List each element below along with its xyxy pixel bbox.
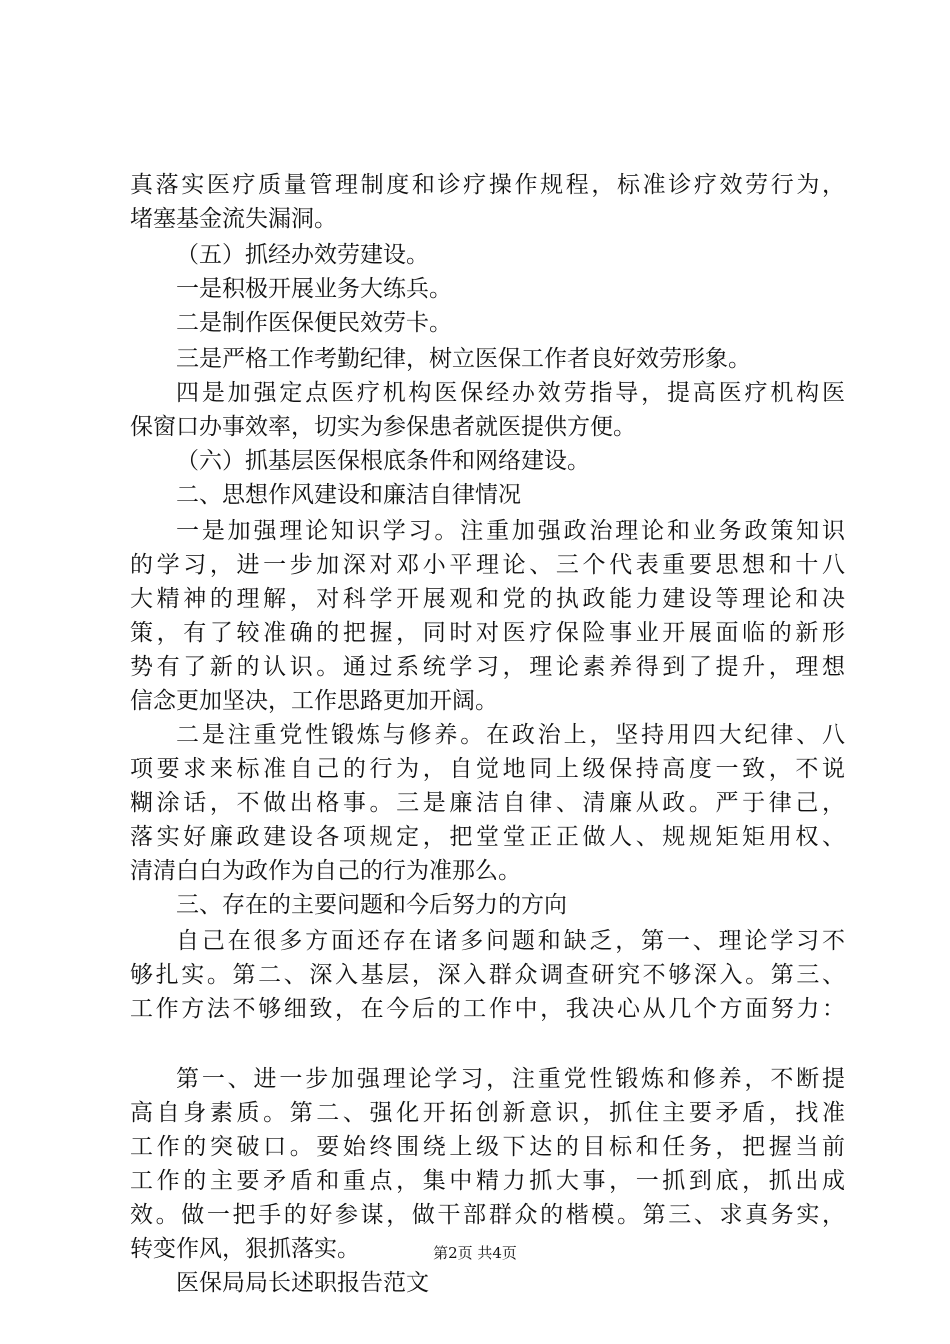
text-line: 高自身素质。第二、强化开拓创新意识，抓住主要矛盾，找准	[130, 1100, 845, 1126]
text-line: 效。做一把手的好参谋，做干部群众的楷模。第三、求真务实，	[130, 1202, 845, 1228]
document-title-line: 医保局局长述职报告范文	[176, 1270, 429, 1296]
section-heading: 二、思想作风建设和廉洁自律情况	[176, 482, 521, 508]
section-heading: （六）抓基层医保根底条件和网络建设。	[176, 448, 590, 474]
text-line: 清清白白为政作为自己的行为准那么。	[130, 858, 521, 884]
page-number-footer: 第2页 共4页	[433, 1244, 517, 1262]
text-line: 项要求来标准自己的行为，自觉地同上级保持高度一致，不说	[130, 756, 845, 782]
text-line: 工作的主要矛盾和重点，集中精力抓大事，一抓到底，抓出成	[130, 1168, 845, 1194]
text-line: 第一、进一步加强理论学习，注重党性锻炼和修养，不断提	[176, 1066, 845, 1092]
text-line: 信念更加坚决，工作思路更加开阔。	[130, 688, 498, 714]
text-line: 转变作风，狠抓落实。	[130, 1236, 360, 1262]
text-line: 一是积极开展业务大练兵。	[176, 276, 452, 302]
text-line: 二是制作医保便民效劳卡。	[176, 310, 452, 336]
text-line: 一是加强理论知识学习。注重加强政治理论和业务政策知识	[176, 518, 845, 544]
text-line: 二是注重党性锻炼与修养。在政治上，坚持用四大纪律、八	[176, 722, 845, 748]
text-line: 势有了新的认识。通过系统学习，理论素养得到了提升，理想	[130, 654, 845, 680]
text-line: 堵塞基金流失漏洞。	[130, 206, 337, 232]
text-line: 工作方法不够细致，在今后的工作中，我决心从几个方面努力：	[130, 996, 845, 1022]
text-line: 策，有了较准确的把握，同时对医疗保险事业开展面临的新形	[130, 620, 845, 646]
section-heading: 三、存在的主要问题和今后努力的方向	[176, 892, 567, 918]
text-line: 工作的突破口。要始终围绕上级下达的目标和任务，把握当前	[130, 1134, 845, 1160]
text-line: 真落实医疗质量管理制度和诊疗操作规程，标准诊疗效劳行为，	[130, 172, 845, 198]
text-line: 够扎实。第二、深入基层，深入群众调查研究不够深入。第三、	[130, 962, 845, 988]
text-line: 落实好廉政建设各项规定，把堂堂正正做人、规规矩矩用权、	[130, 824, 845, 850]
text-line: 保窗口办事效率，切实为参保患者就医提供方便。	[130, 414, 636, 440]
text-line: 的学习，进一步加深对邓小平理论、三个代表重要思想和十八	[130, 552, 845, 578]
section-heading: （五）抓经办效劳建设。	[176, 242, 429, 268]
text-line: 三是严格工作考勤纪律，树立医保工作者良好效劳形象。	[176, 346, 751, 372]
text-line: 糊涂话，不做出格事。三是廉洁自律、清廉从政。严于律己，	[130, 790, 845, 816]
text-line: 大精神的理解，对科学开展观和党的执政能力建设等理论和决	[130, 586, 845, 612]
text-line: 四是加强定点医疗机构医保经办效劳指导，提高医疗机构医	[176, 380, 845, 406]
text-line: 自己在很多方面还存在诸多问题和缺乏，第一、理论学习不	[176, 928, 845, 954]
